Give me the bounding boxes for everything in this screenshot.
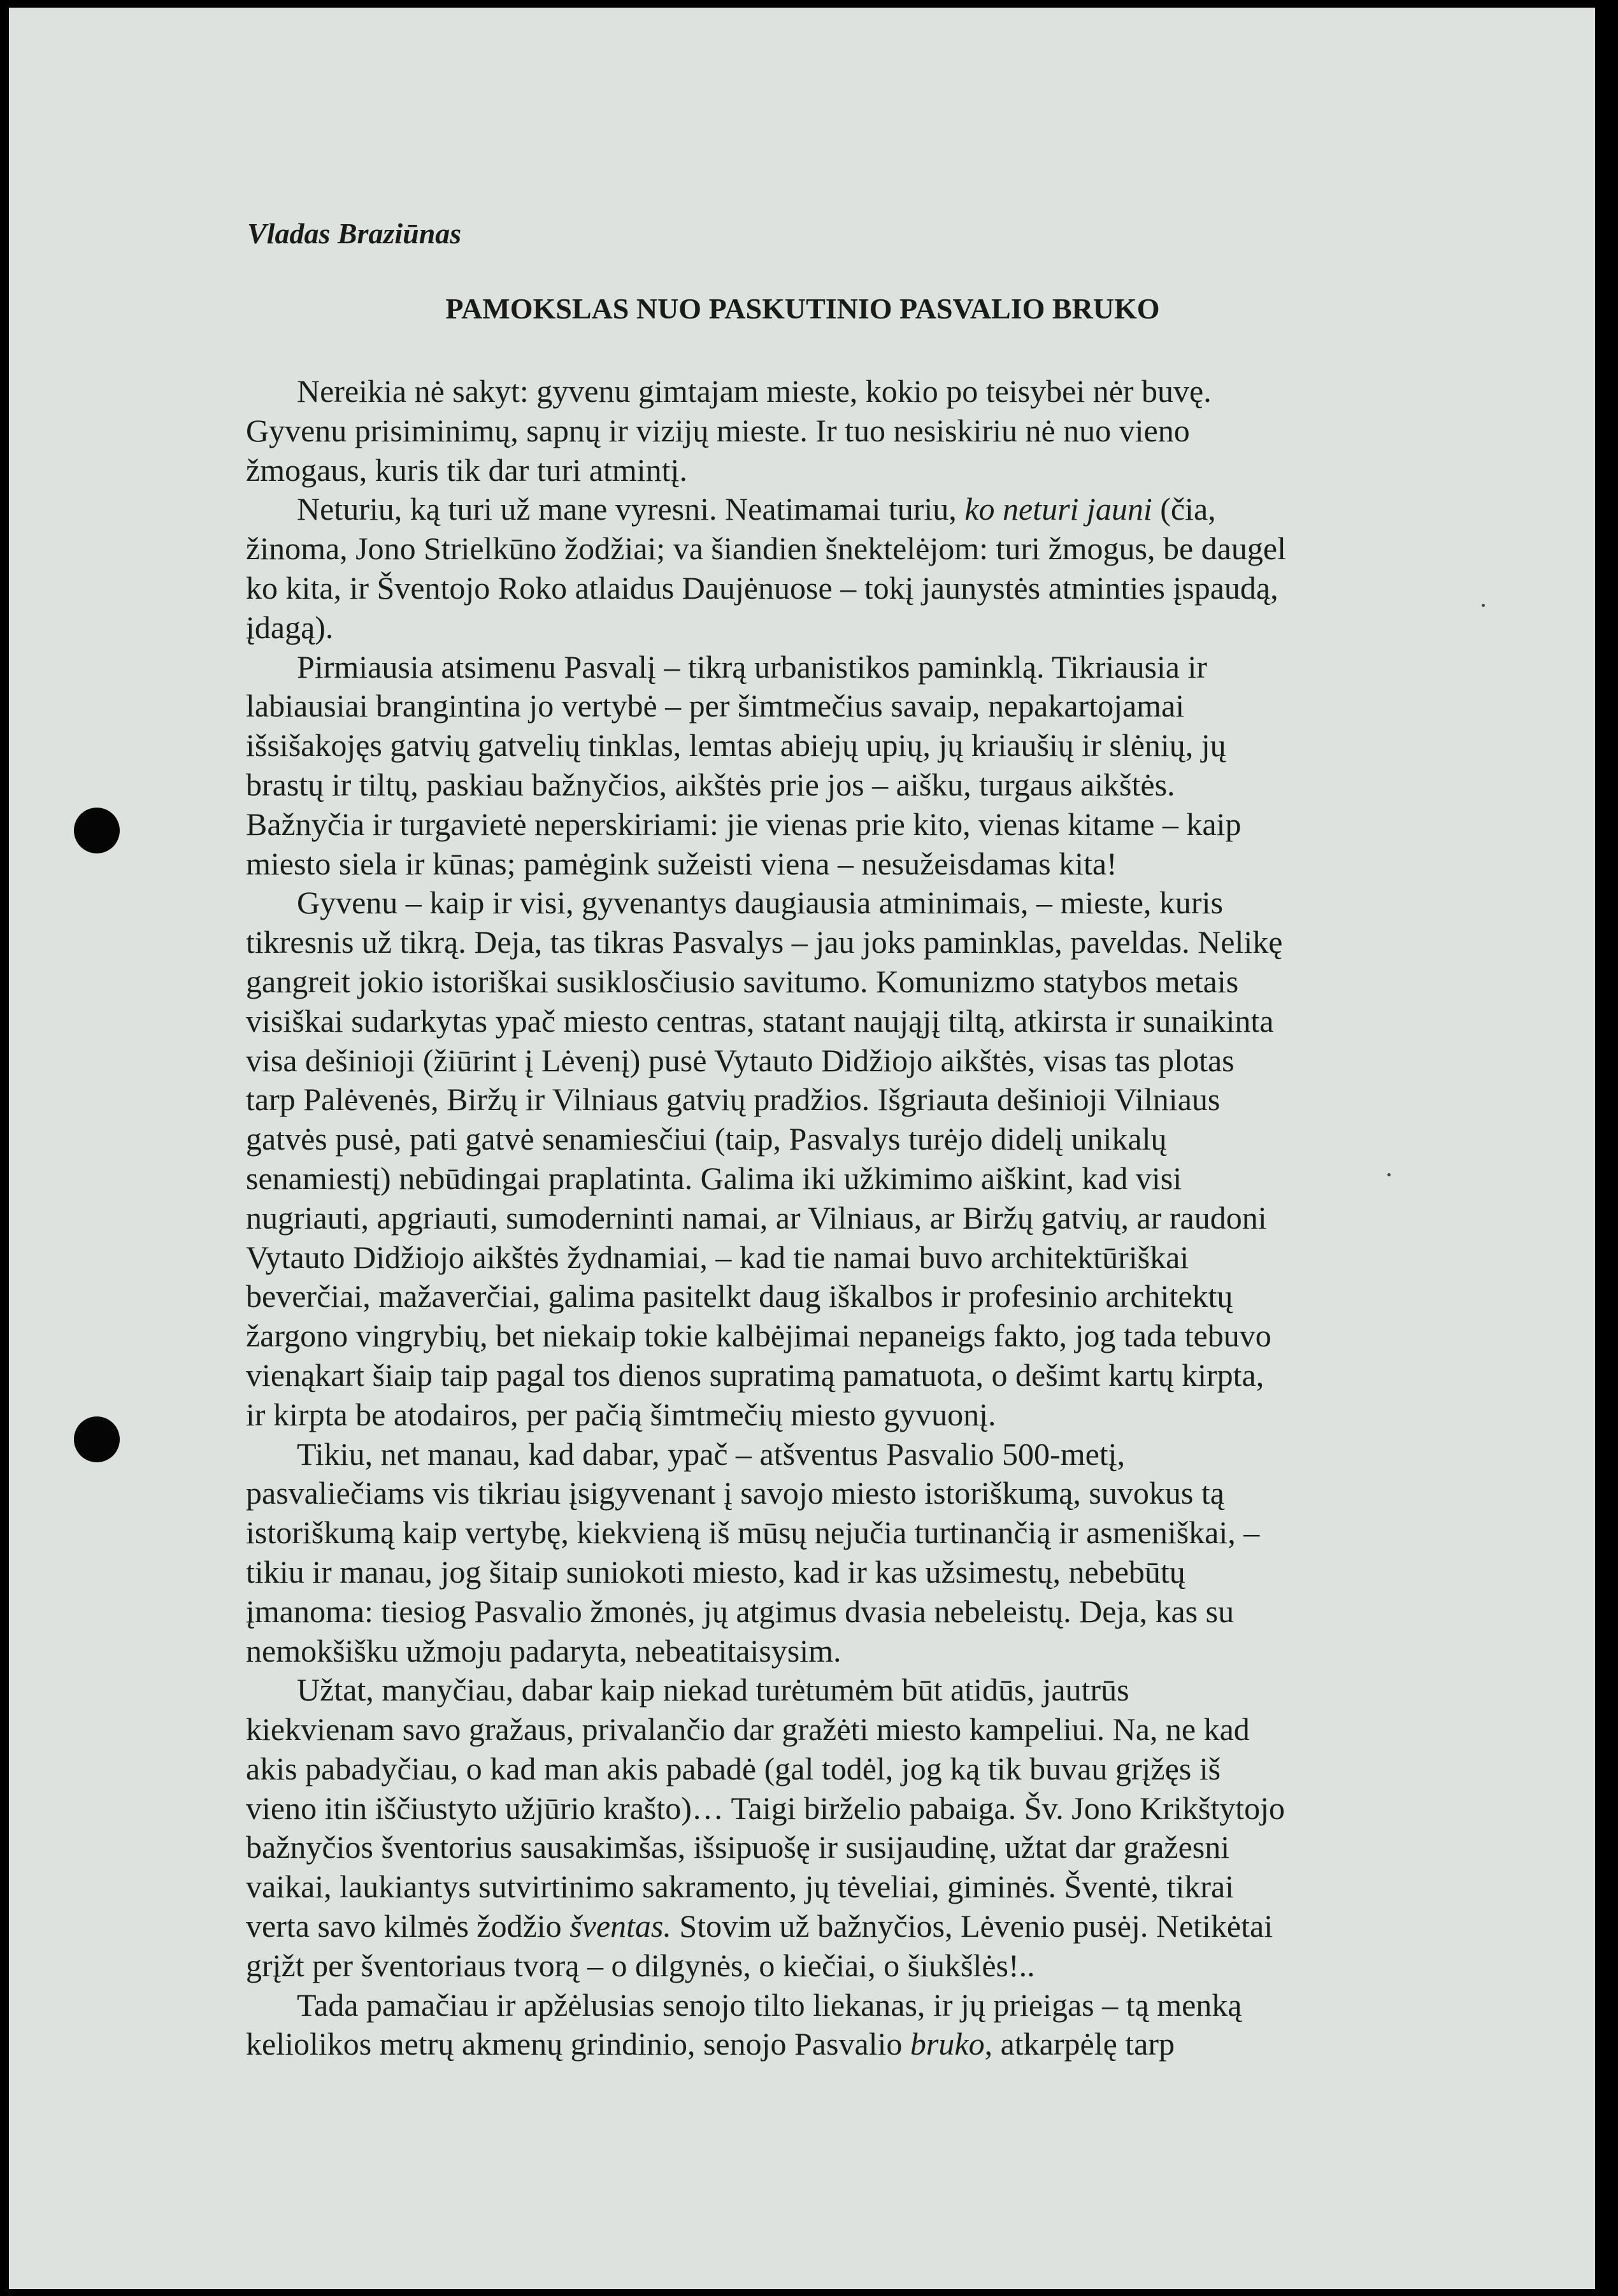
text-line — [246, 1632, 1286, 1671]
text-segment: ir kirpta be atodairos, per pačią šimtmečių miesto gyvuonį. — [246, 1396, 996, 1432]
text-segment: senamiestį) nebūdingai praplatinta. Galima iki užkimimo aiškint, kad visi — [246, 1160, 1182, 1196]
text-segment: Neturiu, ką turi už mane vyresni. Neatimamai turiu, — [297, 491, 965, 527]
text-line — [246, 883, 1286, 923]
text-segment: bažnyčios šventorius sausakimšas, išsipuošę ir susijaudinę, užtat dar gražesni — [246, 1829, 1230, 1865]
text-segment: nugriauti, apgriauti, sumoderninti namai, ar Vilniaus, ar Biržų gatvių, ar raudoni — [246, 1199, 1267, 1236]
text-line — [246, 766, 1286, 805]
text-segment: Gyvenu prisiminimų, sapnų ir vizijų mieste. Ir tuo nesiskiriu nė nuo vieno — [246, 412, 1190, 448]
text-line — [246, 1592, 1286, 1632]
text-segment: istoriškumą kaip vertybę, kiekvieną iš mūsų nejučia turtinančią ir asmeniškai, – — [246, 1515, 1260, 1551]
text-segment: ko kita, ir Šventojo Roko atlaidus Daujėnuose – tokį jaunystės atminties įspaudą, — [246, 569, 1278, 606]
text-line — [246, 1316, 1286, 1356]
text-segment: žargono vingrybių, bet niekaip tokie kalbėjimai nepaneigs fakto, jog tada tebuvo — [246, 1318, 1271, 1354]
text-line — [246, 1277, 1286, 1316]
text-line — [246, 411, 1286, 451]
text-line — [246, 1750, 1286, 1789]
text-segment: (čia, — [1152, 491, 1216, 527]
text-segment: Stovim už bažnyčios, Lėvenio pusėj. Netikėtai — [671, 1908, 1273, 1944]
text-line — [246, 1395, 1286, 1435]
paragraph — [246, 1986, 1286, 2065]
text-line — [246, 1435, 1286, 1474]
text-segment: tikiu ir manau, jog šitaip suniokoti miesto, kad ir kas užsimestų, nebebūtų — [246, 1553, 1185, 1590]
text-line — [246, 1159, 1286, 1199]
text-line — [246, 1986, 1286, 2025]
text-line — [246, 2025, 1286, 2064]
text-line — [246, 1867, 1286, 1907]
text-segment: tarp Palėvenės, Biržų ir Vilniaus gatvių pradžios. Išgriauta dešinioji Vilniaus — [246, 1081, 1221, 1118]
text-line — [246, 1710, 1286, 1750]
author-name: Vladas Braziūnas — [247, 217, 462, 250]
text-segment: , atkarpėlę tarp — [984, 2026, 1175, 2062]
text-segment: keliolikos metrų akmenų grindinio, senojo Pasvalio — [246, 2026, 910, 2062]
paragraph — [246, 1435, 1286, 1671]
text-line — [246, 1907, 1286, 1946]
text-line — [246, 1828, 1286, 1867]
text-segment: Bažnyčia ir turgavietė neperskiriami: jie vienas prie kito, vienas kitame – kaip — [246, 806, 1242, 842]
text-segment: pasvaliečiams vis tikriau įsigyvenant į savojo miesto istoriškumą, suvokus tą — [246, 1475, 1224, 1511]
text-segment: akis pabadyčiau, o kad man akis pabadė (gal todėl, jog ką tik buvau grįžęs iš — [246, 1750, 1221, 1786]
paragraph — [246, 1671, 1286, 1985]
text-segment: vieno itin iščiustyto užjūrio krašto)… Taigi birželio pabaiga. Šv. Jono Krikštytojo — [246, 1790, 1285, 1826]
text-segment: Nereikia nė sakyt: gyvenu gimtajam mieste, kokio po teisybei nėr buvę. — [297, 373, 1212, 409]
text-line — [246, 648, 1286, 687]
text-segment: miesto siela ir kūnas; pamėgink sužeisti viena – nesužeisdamas kita! — [246, 845, 1117, 881]
text-line — [246, 490, 1286, 529]
italic-text: ko neturi jauni — [964, 491, 1152, 527]
text-line — [246, 1041, 1286, 1081]
text-line — [246, 1553, 1286, 1592]
text-segment: nemokšišku užmoju padaryta, nebeatitaisysim. — [246, 1632, 841, 1669]
italic-text: bruko — [910, 2026, 985, 2062]
text-segment: įdagą). — [246, 609, 334, 645]
text-segment: vaikai, laukiantys sutvirtinimo sakramento, jų tėveliai, giminės. Šventė, tikrai — [246, 1869, 1235, 1905]
text-line — [246, 923, 1286, 962]
text-line — [246, 1080, 1286, 1120]
text-line — [246, 1789, 1286, 1829]
article-body — [246, 372, 1286, 2064]
text-segment: Tikiu, net manau, kad dabar, ypač – atšventus Pasvalio 500-metį, — [297, 1436, 1126, 1472]
text-segment: žinoma, Jono Strielkūno žodžiai; va šiandien šnektelėjom: turi žmogus, be daugel — [246, 531, 1286, 567]
text-line — [246, 608, 1286, 648]
text-segment: brastų ir tiltų, paskiau bažnyčios, aikštės prie jos – aišku, turgaus aikštės. — [246, 766, 1175, 802]
text-segment: Pirmiausia atsimenu Pasvalį – tikrą urbanistikos paminklą. Tikriausia ir — [297, 648, 1208, 685]
text-segment: vienąkart šiaip taip pagal tos dienos supratimą pamatuota, o dešimt kartų kirpta, — [246, 1357, 1264, 1393]
punch-hole — [74, 1416, 120, 1462]
text-line — [246, 687, 1286, 726]
text-line — [246, 529, 1286, 569]
text-segment: Vytauto Didžiojo aikštės žydnamiai, – kad tie namai buvo architektūriškai — [246, 1239, 1189, 1275]
text-line — [246, 1474, 1286, 1513]
text-line — [246, 845, 1286, 884]
paper-speck — [1482, 604, 1485, 607]
text-segment: Tada pamačiau ir apžėlusias senojo tilto liekanas, ir jų prieigas – tą menką — [297, 1986, 1242, 2023]
text-line — [246, 1946, 1286, 1986]
text-segment: labiausiai brangintina jo vertybė – per šimtmečius savaip, nepakartojamai — [246, 688, 1185, 724]
article-title: PAMOKSLAS NUO PASKUTINIO PASVALIO BRUKO — [445, 292, 1160, 325]
text-segment: grįžt per šventoriaus tvorą – o dilgynės, o kiečiai, o šiukšlės!.. — [246, 1947, 1035, 1983]
text-line — [246, 726, 1286, 766]
paper-speck — [1387, 1173, 1391, 1176]
text-line — [246, 569, 1286, 608]
text-line — [246, 1513, 1286, 1553]
text-segment: tikresnis už tikrą. Deja, tas tikras Pasvalys – jau joks paminklas, paveldas. Nelikę — [246, 924, 1283, 960]
text-segment: verta savo kilmės žodžio — [246, 1908, 570, 1944]
paragraph — [246, 883, 1286, 1434]
text-segment: išsišakojęs gatvių gatvelių tinklas, lemtas abiejų upių, jų kriaušių ir slėnių, jų — [246, 727, 1226, 764]
text-line — [246, 1238, 1286, 1278]
text-segment: Gyvenu – kaip ir visi, gyvenantys daugiausia atminimais, – mieste, kuris — [297, 885, 1223, 921]
text-line — [246, 372, 1286, 411]
text-line — [246, 1120, 1286, 1159]
paragraph — [246, 490, 1286, 647]
text-segment: Užtat, manyčiau, dabar kaip niekad turėtumėm būt atidūs, jautrūs — [297, 1672, 1129, 1708]
text-line — [246, 451, 1286, 490]
text-segment: visiškai sudarkytas ypač miesto centras, statant naująjį tiltą, atkirsta ir sunaikinta — [246, 1002, 1274, 1039]
text-segment: gangreit jokio istoriškai susiklosčiusio savitumo. Komunizmo statybos metais — [246, 963, 1239, 999]
punch-hole — [74, 808, 120, 853]
text-line — [246, 805, 1286, 845]
text-segment: visa dešinioji (žiūrint į Lėvenį) pusė Vytauto Didžiojo aikštės, visas tas plotas — [246, 1042, 1235, 1078]
paragraph — [246, 372, 1286, 490]
text-segment: kiekvienam savo gražaus, privalančio dar gražėti miesto kampeliui. Na, ne kad — [246, 1711, 1250, 1748]
italic-text: šventas. — [569, 1908, 671, 1944]
paragraph — [246, 648, 1286, 884]
text-segment: beverčiai, mažaverčiai, galima pasitelkt daug iškalbos ir profesinio architektų — [246, 1278, 1233, 1315]
text-line — [246, 1002, 1286, 1041]
text-line — [246, 1671, 1286, 1710]
text-line — [246, 962, 1286, 1002]
text-line — [246, 1356, 1286, 1395]
text-segment: žmogaus, kuris tik dar turi atmintį. — [246, 452, 687, 488]
text-segment: gatvės pusė, pati gatvė senamiesčiui (taip, Pasvalys turėjo didelį unikalų — [246, 1121, 1167, 1157]
text-line — [246, 1199, 1286, 1238]
text-segment: įmanoma: tiesiog Pasvalio žmonės, jų atgimus dvasia nebeleistų. Deja, kas su — [246, 1593, 1235, 1629]
